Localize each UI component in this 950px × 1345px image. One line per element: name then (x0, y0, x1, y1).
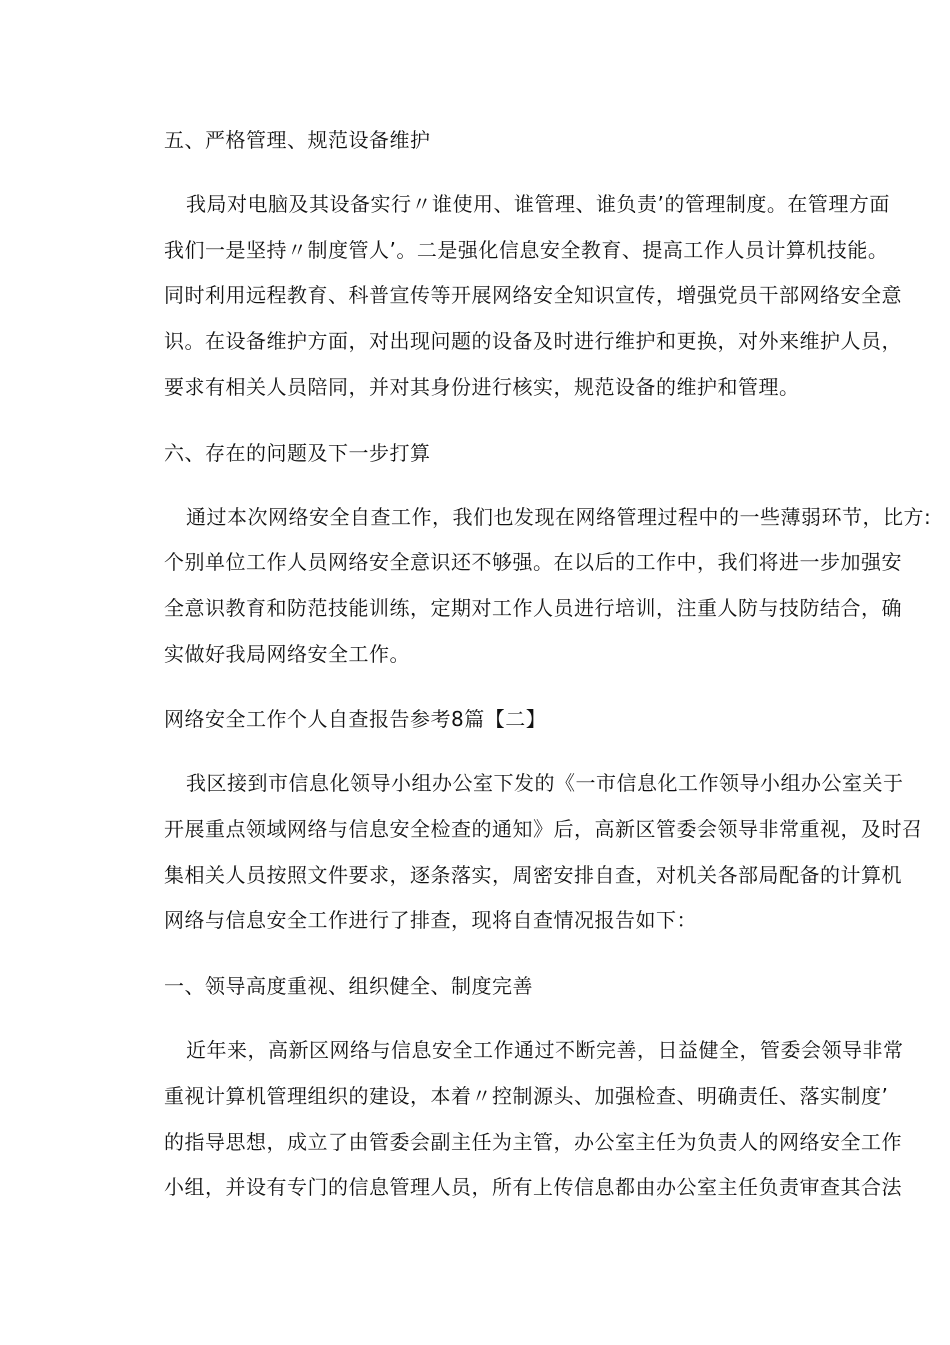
section6-paragraph (142, 495, 932, 678)
paragraph-line: 重视计算机管理组织的建设，本着〃控制源头、加强检查、明确责任、落实制度’ (164, 1083, 889, 1108)
paragraph-line: 实做好我局网络安全工作。 (164, 641, 410, 666)
paragraph-line: 识。在设备维护方面，对出现问题的设备及时进行维护和更换，对外来维护人员， (164, 329, 902, 354)
document-content (142, 120, 932, 1211)
paragraph-line: 通过本次网络安全自查工作，我们也发现在网络管理过程中的一些薄弱环节，比方: (186, 504, 932, 529)
intro-paragraph (142, 761, 922, 944)
spacer (142, 677, 922, 699)
paragraph-line: 全意识教育和防范技能训练，定期对工作人员进行培训，注重人防与技防结合，确 (164, 595, 902, 620)
paragraph-line: 近年来，高新区网络与信息安全工作通过不断完善，日益健全，管委会领导非常 (186, 1038, 904, 1063)
spacer (142, 1006, 922, 1028)
paragraph-line: 开展重点领域网络与信息安全检查的通知》后，高新区管委会领导非常重视，及时召 (164, 817, 923, 842)
paragraph-line: 的指导思想，成立了由管委会副主任为主管，办公室主任为负责人的网络安全工作 (164, 1129, 902, 1154)
paragraph-line: 同时利用远程教育、科普宣传等开展网络安全知识宣传，增强党员干部网络安全意 (164, 283, 902, 308)
section6-heading: 六、存在的问题及下一步打算 (164, 440, 431, 465)
paragraph-line: 网络与信息安全工作进行了排查，现将自查情况报告如下： (164, 908, 697, 933)
paragraph-line: 集相关人员按照文件要求，逐条落实，周密安排自查，对机关各部局配备的计算机 (164, 862, 902, 887)
section5-heading: 五、严格管理、规范设备维护 (164, 128, 431, 152)
paragraph-line: 我局对电脑及其设备实行〃谁使用、谁管理、谁负责’的管理制度。在管理方面 (186, 192, 890, 216)
section1-paragraph (142, 1028, 922, 1211)
paragraph-line: 我区接到市信息化领导小组办公室下发的《一市信息化工作领导小组办公室关于 (186, 771, 904, 796)
paragraph-line: 个别单位工作人员网络安全意识还不够强。在以后的工作中，我们将进一步加强安 (164, 550, 902, 575)
spacer (142, 473, 922, 495)
spacer (142, 160, 922, 182)
paragraph-line: 我们一是坚持〃制度管人’。二是强化信息安全教育、提高工作人员计算机技能。 (164, 237, 889, 262)
spacer (142, 739, 922, 761)
paragraph-line: 小组，并设有专门的信息管理人员，所有上传信息都由办公室主任负责审查其合法 (164, 1175, 902, 1200)
paragraph-line: 要求有相关人员陪同，并对其身份进行核实，规范设备的维护和管理。 (164, 374, 800, 399)
section1-heading: 一、领导高度重视、组织健全、制度完善 (164, 974, 533, 999)
spacer (142, 944, 922, 966)
spacer (142, 411, 922, 433)
section5-paragraph (142, 182, 922, 411)
report-title: 网络安全工作个人自查报告参考8篇【二】 (164, 707, 547, 732)
